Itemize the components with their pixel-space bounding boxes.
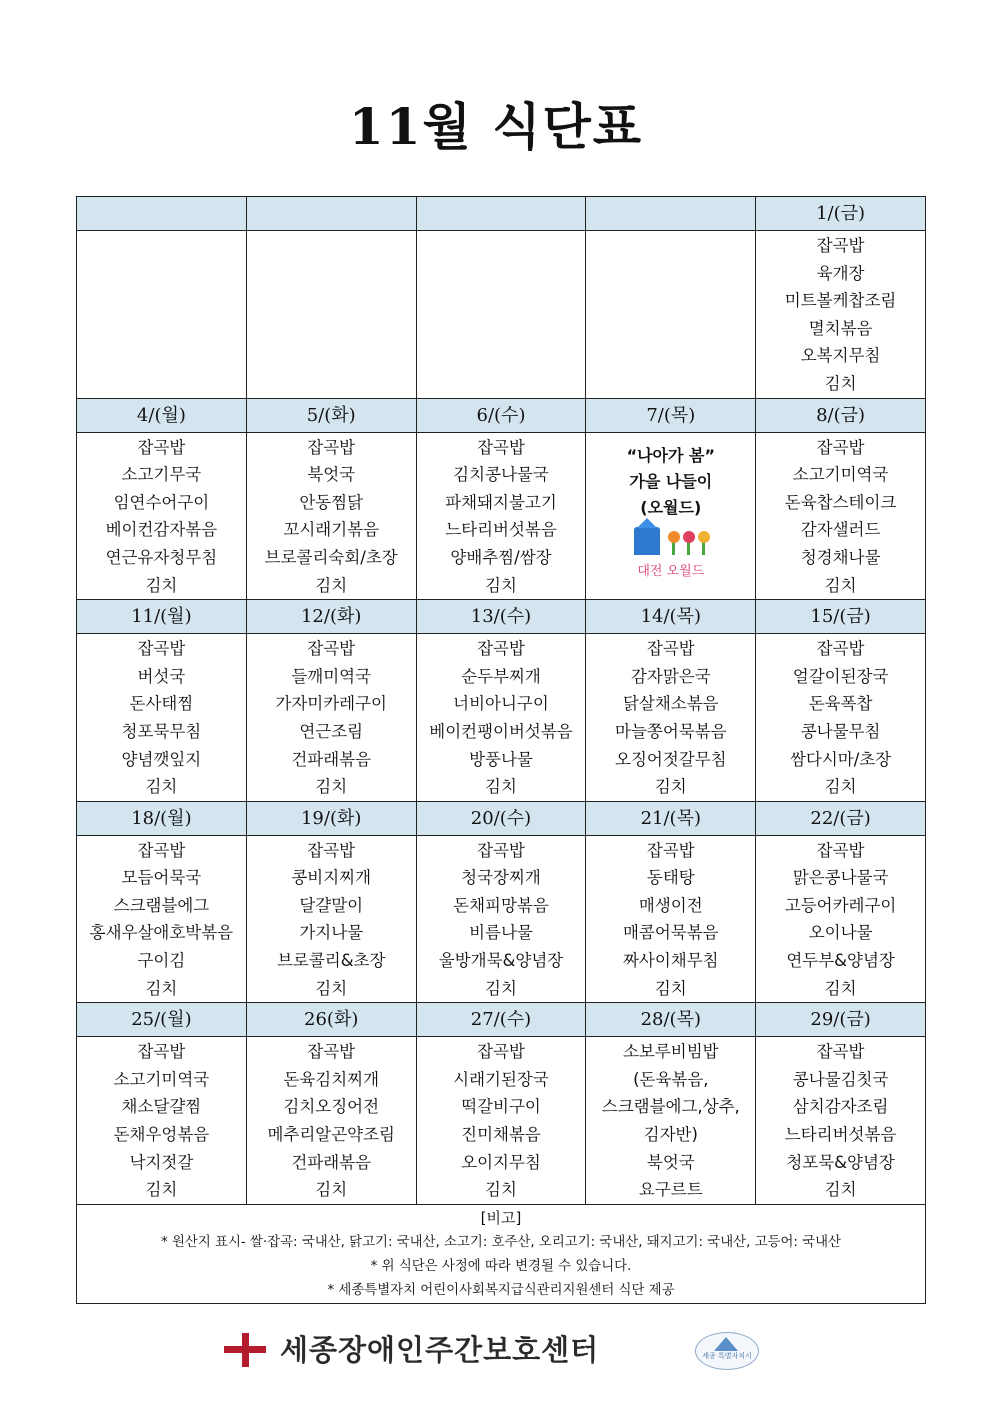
menu-item: 울방개묵&양념장 (438, 951, 564, 971)
menu-item: (돈육볶음, (633, 1069, 709, 1089)
day-menu-cell (586, 634, 756, 802)
day-label (586, 197, 756, 231)
menu-item: 들깨미역국 (291, 666, 372, 686)
day-menu-cell (586, 835, 756, 1003)
menu-item: 청경채나물 (800, 547, 881, 567)
menu-item: 김치 (654, 978, 687, 998)
menu-table (76, 196, 926, 1304)
menu-item: 김자반) (643, 1125, 698, 1145)
menu-item: 꼬시래기볶음 (283, 520, 380, 540)
day-label: 22/(금) (756, 801, 926, 835)
menu-item: 구이김 (137, 951, 186, 971)
menu-item: 양배추찜/쌈장 (450, 547, 552, 567)
menu-item: 잡곡밥 (307, 437, 356, 457)
menu-item: 메추리알곤약조림 (267, 1125, 395, 1145)
day-menu-cell (246, 634, 416, 802)
day-menu-cell (756, 634, 926, 802)
menu-item: 시래기된장국 (453, 1069, 549, 1089)
day-menu-cell (416, 432, 586, 600)
page-title: 11월 식단표 (348, 97, 644, 156)
day-label: 7/(목) (586, 398, 756, 432)
menu-item: 버섯국 (137, 666, 186, 686)
week-header-row (77, 398, 926, 432)
menu-item: 김치 (485, 777, 517, 797)
menu-item: 감자맑은국 (630, 666, 711, 686)
menu-item: 김치콩나물국 (453, 465, 549, 485)
menu-item: 오징어젓갈무침 (615, 749, 727, 769)
day-label (246, 197, 416, 231)
menu-item: 홍새우살애호박볶음 (89, 923, 234, 943)
event-notice (586, 433, 755, 581)
week-menu-row (77, 1037, 926, 1205)
menu-item: 마늘쫑어묵볶음 (615, 721, 727, 741)
menu-item: 닭살채소볶음 (622, 694, 719, 714)
menu-item: 양념깻잎지 (121, 749, 202, 769)
day-menu-cell (246, 432, 416, 600)
menu-item: 방풍나물 (469, 749, 533, 769)
menu-item: 가자미카레구이 (275, 694, 387, 714)
menu-item: 김치 (824, 978, 857, 998)
menu-item: 잡곡밥 (137, 437, 186, 457)
menu-item: 잡곡밥 (477, 840, 525, 860)
note-change: * 위 식단은 사정에 따라 변경될 수 있습니다. (370, 1258, 632, 1274)
week-menu-row (77, 432, 926, 600)
menu-item: 요구르트 (638, 1180, 703, 1200)
day-menu-cell (416, 1037, 586, 1205)
event-line: (오월드) (640, 497, 702, 517)
menu-item: 잡곡밥 (477, 1042, 525, 1062)
menu-item: 떡갈비구이 (461, 1097, 541, 1117)
menu-item: 잡곡밥 (816, 236, 865, 255)
menu-item: 김치 (145, 777, 178, 797)
menu-item: 김치 (824, 1180, 857, 1200)
menu-item: 김치 (315, 777, 348, 797)
day-menu-cell (756, 432, 926, 600)
menu-item: 잡곡밥 (477, 639, 525, 659)
menu-item: 소고기미역국 (113, 1069, 210, 1089)
menu-item: 순두부찌개 (461, 666, 541, 686)
menu-item: 잡곡밥 (646, 840, 695, 860)
menu-item: 김치 (824, 575, 857, 595)
menu-item: 육개장 (816, 263, 865, 283)
day-label: 1/(금) (756, 197, 926, 231)
day-menu-cell (586, 1037, 756, 1205)
menu-item: 느타리버섯볶음 (784, 1125, 897, 1145)
menu-item: 쌈다시마/초장 (789, 749, 892, 769)
menu-item: 잡곡밥 (816, 639, 865, 659)
week-menu-row (77, 634, 926, 802)
day-menu-cell (77, 835, 247, 1003)
menu-item: 건파래볶음 (291, 1152, 372, 1172)
day-menu-cell (246, 231, 416, 399)
menu-item: 너비아니구이 (453, 694, 549, 714)
city-emblem-icon (695, 1332, 759, 1370)
day-menu-cell (756, 835, 926, 1003)
menu-item: 잡곡밥 (137, 840, 186, 860)
menu-item: 북엇국 (307, 465, 356, 485)
menu-item: 잡곡밥 (646, 639, 695, 659)
week-header-row (77, 801, 926, 835)
org-name: 세종장애인주간보호센터 (280, 1333, 600, 1367)
menu-item: 청포묵&양념장 (786, 1152, 895, 1172)
menu-item: 돈육폭찹 (808, 694, 873, 714)
day-label: 12/(화) (246, 600, 416, 634)
week-menu-row (77, 231, 926, 399)
menu-item: 잡곡밥 (816, 437, 865, 457)
menu-item: 김치 (485, 1180, 517, 1200)
week-header-row (77, 600, 926, 634)
day-menu-cell (77, 432, 247, 600)
day-label: 13/(수) (416, 600, 586, 634)
menu-item: 김치오징어전 (283, 1097, 380, 1117)
day-label: 20/(수) (416, 801, 586, 835)
menu-item: 잡곡밥 (477, 437, 525, 457)
day-label: 29/(금) (756, 1003, 926, 1037)
menu-item: 미트볼케찹조림 (784, 291, 897, 311)
menu-item: 김치 (824, 777, 857, 797)
menu-item: 동태탕 (646, 868, 695, 888)
menu-item: 콩나물김칫국 (792, 1069, 889, 1089)
week-menu-row (77, 835, 926, 1003)
menu-item: 김치 (145, 978, 178, 998)
menu-item: 매생이전 (638, 895, 703, 915)
emblem-text: 세종 특별자치시 (702, 1352, 752, 1360)
week-header-row (77, 1003, 926, 1037)
menu-item: 콩나물무침 (800, 721, 881, 741)
menu-item: 연두부&양념장 (786, 951, 895, 971)
notes-cell (77, 1204, 926, 1303)
day-label: 5/(화) (246, 398, 416, 432)
day-menu-cell (77, 634, 247, 802)
menu-item: 베이컨팽이버섯볶음 (429, 721, 573, 741)
menu-item: 소고기무국 (121, 465, 202, 485)
day-menu-cell (756, 1037, 926, 1205)
menu-item: 달걀말이 (299, 895, 364, 915)
day-label: 11/(월) (77, 600, 247, 634)
menu-item: 돈사태찜 (129, 694, 194, 714)
day-menu-cell (77, 231, 247, 399)
day-label: 27/(수) (416, 1003, 586, 1037)
menu-item: 김치 (145, 575, 178, 595)
day-label: 14/(목) (586, 600, 756, 634)
menu-item: 가지나물 (299, 923, 364, 943)
cross-logo-icon (224, 1333, 266, 1367)
menu-item: 진미채볶음 (461, 1125, 541, 1145)
day-label (77, 197, 247, 231)
menu-item: 김치 (485, 575, 517, 595)
menu-item: 돈육김치찌개 (283, 1069, 380, 1089)
day-label: 6/(수) (416, 398, 586, 432)
menu-item: 임연수어구이 (113, 492, 210, 512)
menu-item: 돈채우엉볶음 (113, 1125, 210, 1145)
day-label: 25/(월) (77, 1003, 247, 1037)
menu-item: 김치 (654, 777, 687, 797)
menu-item: 느타리버섯볶음 (445, 520, 557, 540)
day-label: 19/(화) (246, 801, 416, 835)
menu-item: 청국장찌개 (461, 868, 541, 888)
menu-item: 김치 (315, 575, 348, 595)
menu-item: 콩비지찌개 (291, 868, 372, 888)
day-label: 28/(목) (586, 1003, 756, 1037)
menu-item: 김치 (315, 978, 348, 998)
day-menu-cell (416, 634, 586, 802)
day-label: 4/(월) (77, 398, 247, 432)
day-menu-cell (246, 1037, 416, 1205)
day-label: 21/(목) (586, 801, 756, 835)
day-menu-cell (77, 1037, 247, 1205)
menu-item: 북엇국 (646, 1152, 695, 1172)
menu-item: 돈채피망볶음 (453, 895, 549, 915)
event-badge: 대전 오월드 (637, 563, 705, 579)
day-label: 18/(월) (77, 801, 247, 835)
menu-item: 모듬어묵국 (121, 868, 202, 888)
day-label: 26(화) (246, 1003, 416, 1037)
menu-item: 감자샐러드 (800, 520, 881, 540)
menu-item: 오이나물 (808, 923, 873, 943)
menu-item: 잡곡밥 (137, 1042, 186, 1062)
menu-item: 김치 (145, 1180, 178, 1200)
day-menu-cell (586, 432, 756, 600)
menu-item: 잡곡밥 (816, 840, 865, 860)
menu-item: 잡곡밥 (816, 1042, 865, 1062)
oworld-illustration-icon (626, 525, 716, 581)
menu-item: 오복지무침 (800, 346, 881, 366)
note-origin: * 원산지 표시- 쌀·잡곡: 국내산, 닭고기: 국내산, 소고기: 호주산, 오리고기: 국내산, 돼지고기: 국내산, 고등어: 국내산 (161, 1234, 841, 1250)
menu-item: 맑은콩나물국 (792, 868, 889, 888)
menu-item: 브로콜리숙회/초장 (264, 547, 398, 567)
menu-item: 소보루비빔밥 (622, 1042, 719, 1062)
menu-item: 잡곡밥 (307, 1042, 356, 1062)
menu-item: 잡곡밥 (307, 840, 356, 860)
menu-item: 고등어카레구이 (784, 895, 897, 915)
menu-item: 소고기미역국 (792, 465, 889, 485)
menu-item: 청포묵무침 (121, 721, 202, 741)
day-menu-cell (416, 231, 586, 399)
week-header-row (77, 197, 926, 231)
menu-item: 채소달걀찜 (121, 1097, 202, 1117)
menu-item: 얼갈이된장국 (792, 666, 889, 686)
menu-item: 잡곡밥 (307, 639, 356, 659)
menu-item: 잡곡밥 (137, 639, 186, 659)
menu-item: 연근유자청무침 (105, 547, 218, 567)
day-menu-cell (586, 231, 756, 399)
menu-item: 김치 (824, 373, 857, 393)
menu-item: 연근조림 (299, 721, 364, 741)
menu-item: 돈육찹스테이크 (784, 492, 897, 512)
day-menu-cell (756, 231, 926, 399)
event-line: “나아가 봄” (626, 445, 715, 465)
menu-item: 베이컨감자볶음 (105, 520, 218, 540)
menu-item: 건파래볶음 (291, 749, 372, 769)
day-label: 8/(금) (756, 398, 926, 432)
menu-item: 낙지젓갈 (129, 1152, 194, 1172)
menu-item: 김치 (485, 978, 517, 998)
menu-item: 브로콜리&초장 (276, 951, 386, 971)
menu-item: 삼치감자조림 (792, 1097, 889, 1117)
menu-item: 짜사이채무침 (622, 951, 719, 971)
day-label (416, 197, 586, 231)
menu-item: 안동찜닭 (299, 492, 364, 512)
footer (0, 1330, 992, 1370)
event-line: 가을 나들이 (629, 471, 713, 491)
notes-heading: [비고] (480, 1208, 522, 1227)
menu-item: 스크램블에그 (113, 895, 210, 915)
note-provider: * 세종특별자치 어린이사회복지급식관리지원센터 식단 제공 (327, 1282, 675, 1298)
day-menu-cell (416, 835, 586, 1003)
menu-item: 스크램블에그,상추, (601, 1097, 740, 1117)
menu-item: 멸치볶음 (808, 318, 873, 338)
menu-item: 김치 (315, 1180, 348, 1200)
day-label: 15/(금) (756, 600, 926, 634)
menu-item: 파채돼지불고기 (445, 492, 557, 512)
menu-item: 매콤어묵볶음 (622, 923, 719, 943)
menu-item: 오이지무침 (461, 1152, 541, 1172)
menu-item: 비름나물 (469, 923, 533, 943)
day-menu-cell (246, 835, 416, 1003)
